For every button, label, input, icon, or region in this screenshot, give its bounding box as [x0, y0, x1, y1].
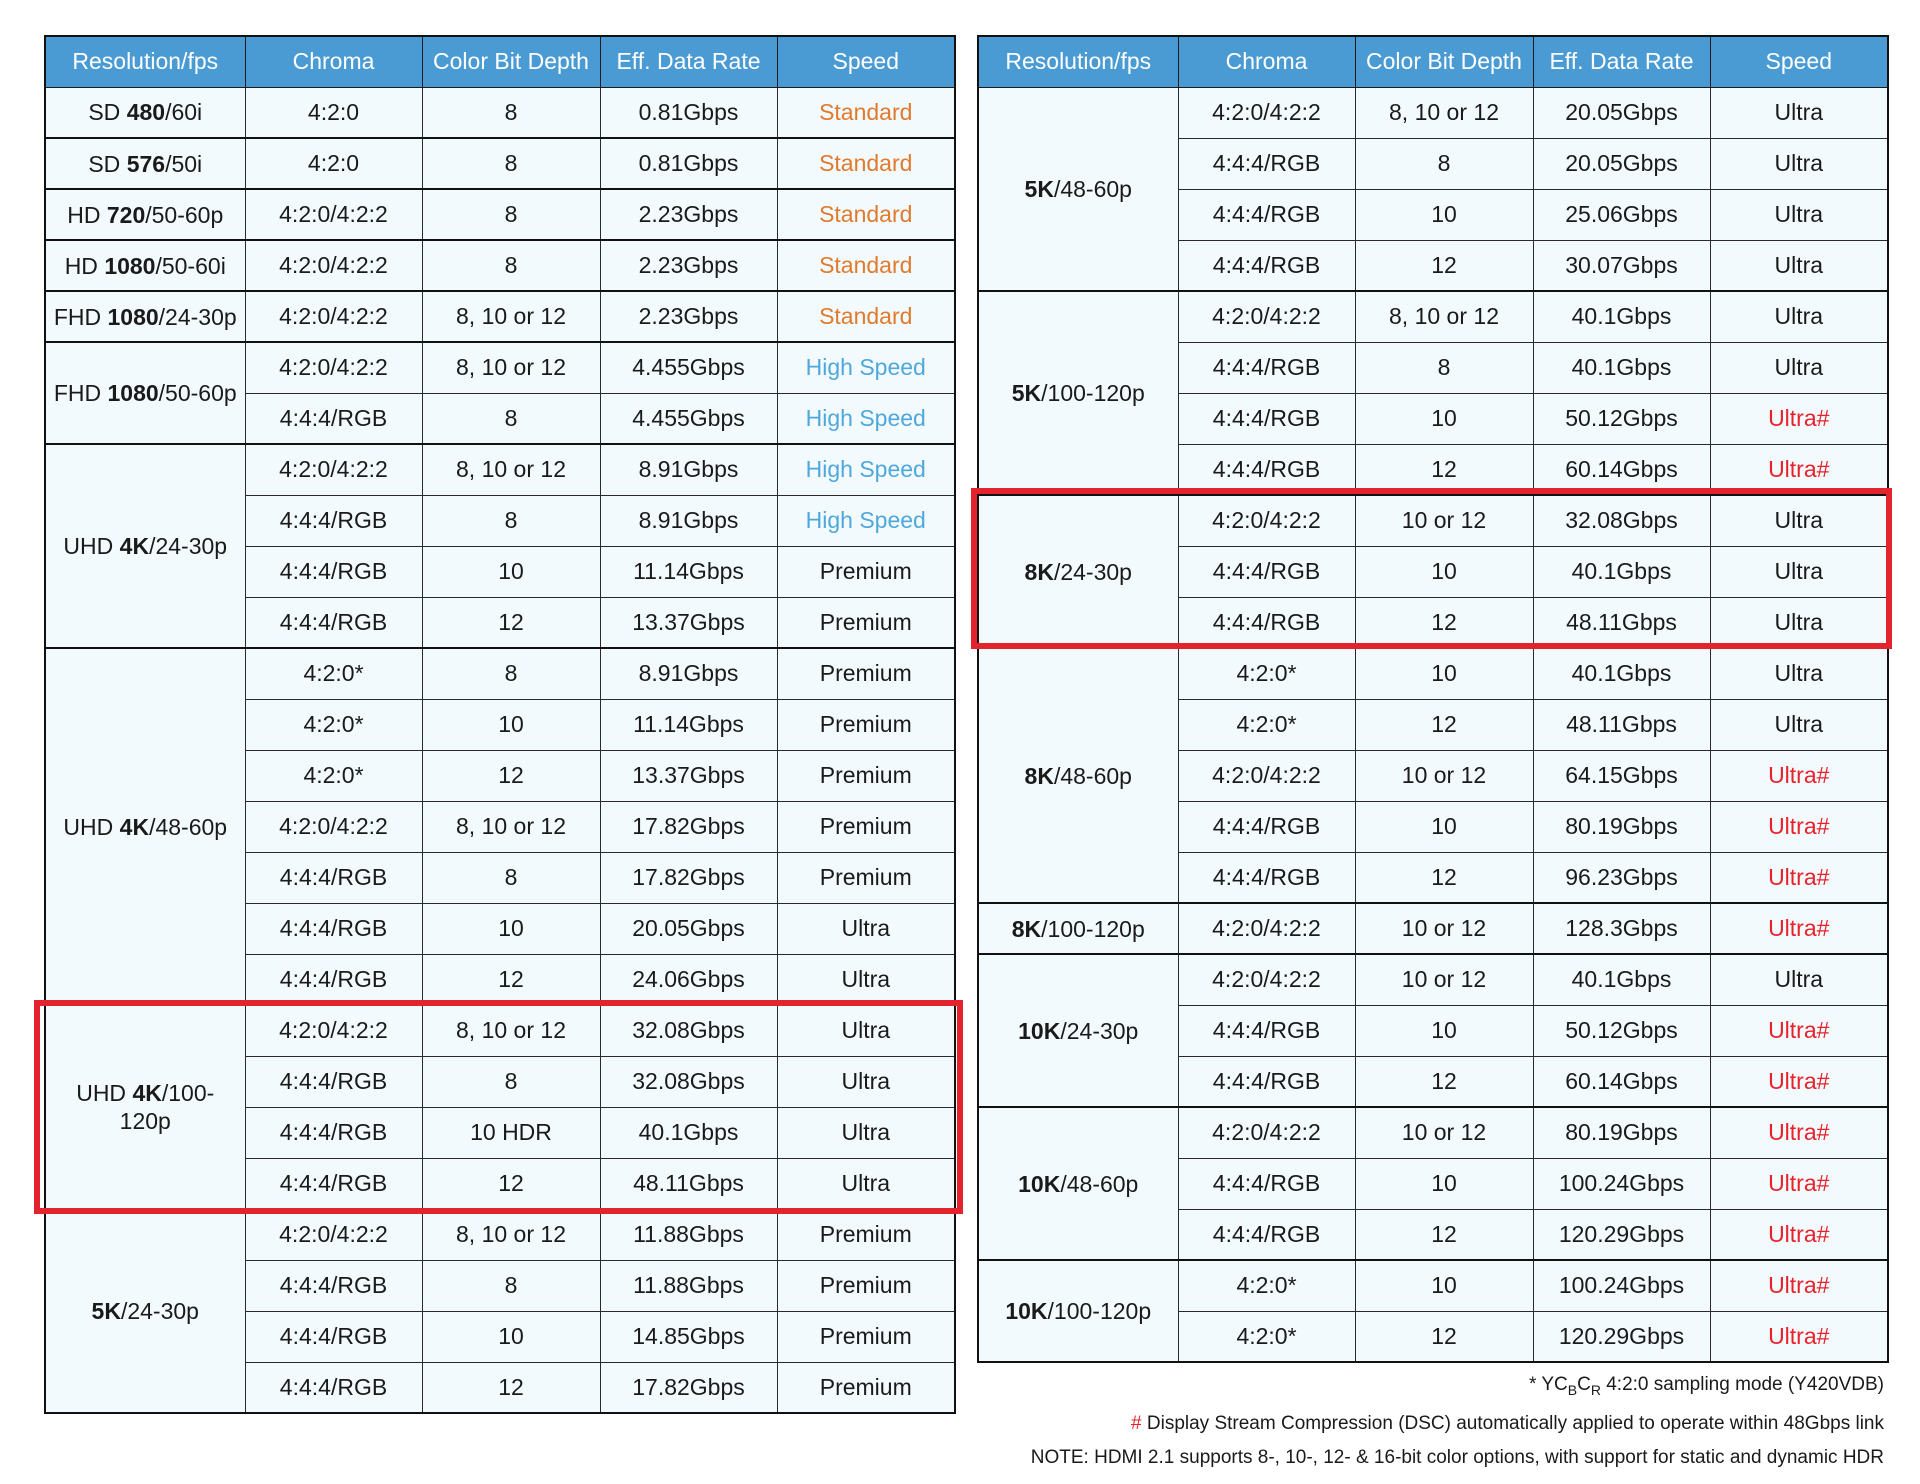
bit-depth-cell: 12	[1355, 444, 1533, 495]
hash-symbol: #	[1131, 1412, 1142, 1434]
data-rate-cell: 24.06Gbps	[600, 954, 777, 1005]
bit-depth-cell: 8	[422, 138, 600, 189]
resolution-cell: 5K/100-120p	[978, 291, 1178, 495]
chroma-cell: 4:4:4/RGB	[245, 1362, 422, 1413]
speed-cell: Premium	[777, 546, 955, 597]
bit-depth-cell: 8	[422, 189, 600, 240]
data-rate-cell: 17.82Gbps	[600, 1362, 777, 1413]
chroma-cell: 4:4:4/RGB	[1178, 852, 1355, 903]
data-rate-cell: 11.88Gbps	[600, 1209, 777, 1260]
table-row	[45, 444, 955, 495]
resolution-cell: UHD 4K/48-60p	[45, 648, 245, 1005]
chroma-cell: 4:2:0/4:2:2	[245, 189, 422, 240]
chroma-cell: 4:4:4/RGB	[1178, 444, 1355, 495]
chroma-cell: 4:2:0/4:2:2	[245, 240, 422, 291]
speed-cell: Ultra#	[1710, 903, 1888, 954]
speed-cell: Ultra	[1710, 699, 1888, 750]
bit-depth-cell: 12	[422, 954, 600, 1005]
bit-depth-cell: 10 HDR	[422, 1107, 600, 1158]
table-row	[45, 1005, 955, 1056]
chroma-cell: 4:4:4/RGB	[245, 546, 422, 597]
chroma-cell: 4:2:0/4:2:2	[245, 291, 422, 342]
resolution-cell: 8K/24-30p	[978, 495, 1178, 648]
data-rate-cell: 17.82Gbps	[600, 801, 777, 852]
speed-cell: Ultra#	[1710, 393, 1888, 444]
bit-depth-cell: 8	[422, 393, 600, 444]
table-row	[978, 87, 1888, 138]
speed-cell: High Speed	[777, 393, 955, 444]
data-rate-cell: 2.23Gbps	[600, 189, 777, 240]
speed-cell: Ultra	[1710, 342, 1888, 393]
speed-cell: Premium	[777, 597, 955, 648]
data-rate-cell: 128.3Gbps	[1533, 903, 1710, 954]
speed-cell: Ultra	[777, 903, 955, 954]
speed-cell: Ultra	[777, 1107, 955, 1158]
speed-cell: Ultra#	[1710, 1209, 1888, 1260]
data-rate-cell: 40.1Gbps	[1533, 342, 1710, 393]
chroma-cell: 4:2:0*	[1178, 699, 1355, 750]
chroma-cell: 4:4:4/RGB	[1178, 138, 1355, 189]
header-data-rate: Eff. Data Rate	[600, 36, 777, 87]
table-header-row	[45, 36, 955, 87]
chroma-cell: 4:2:0/4:2:2	[1178, 954, 1355, 1005]
bit-depth-cell: 8	[422, 1056, 600, 1107]
header-resolution: Resolution/fps	[978, 36, 1178, 87]
resolution-cell: HD 1080/50-60i	[45, 240, 245, 291]
speed-cell: Ultra	[1710, 189, 1888, 240]
chroma-cell: 4:4:4/RGB	[1178, 189, 1355, 240]
table-row	[978, 903, 1888, 954]
data-rate-cell: 4.455Gbps	[600, 393, 777, 444]
chroma-cell: 4:2:0/4:2:2	[1178, 291, 1355, 342]
data-rate-cell: 100.24Gbps	[1533, 1260, 1710, 1311]
speed-cell: Premium	[777, 1260, 955, 1311]
speed-cell: High Speed	[777, 444, 955, 495]
bit-depth-cell: 12	[1355, 597, 1533, 648]
speed-cell: Ultra#	[1710, 1005, 1888, 1056]
bit-depth-cell: 12	[1355, 1311, 1533, 1362]
data-rate-cell: 120.29Gbps	[1533, 1209, 1710, 1260]
chroma-cell: 4:4:4/RGB	[1178, 1209, 1355, 1260]
bit-depth-cell: 10	[1355, 648, 1533, 699]
bit-depth-cell: 12	[422, 1158, 600, 1209]
bit-depth-cell: 12	[422, 750, 600, 801]
speed-cell: Ultra	[1710, 597, 1888, 648]
data-rate-cell: 48.11Gbps	[1533, 699, 1710, 750]
bit-depth-cell: 10	[1355, 1260, 1533, 1311]
right-spec-table	[977, 35, 1889, 1363]
speed-cell: Ultra	[1710, 87, 1888, 138]
table-row	[45, 87, 955, 138]
speed-cell: Ultra	[1710, 954, 1888, 1005]
table-row	[978, 291, 1888, 342]
bit-depth-cell: 8	[422, 240, 600, 291]
speed-cell: Ultra#	[1710, 1107, 1888, 1158]
table-row	[978, 1107, 1888, 1158]
footnote-ycbcr: * $YC_BC_R$ 4:2:0 sampling mode (Y420VDB)	[1529, 1374, 1884, 1398]
chroma-cell: 4:2:0/4:2:2	[1178, 1107, 1355, 1158]
table-row	[45, 291, 955, 342]
chroma-cell: 4:4:4/RGB	[245, 903, 422, 954]
data-rate-cell: 50.12Gbps	[1533, 1005, 1710, 1056]
data-rate-cell: 17.82Gbps	[600, 852, 777, 903]
speed-cell: Ultra	[777, 1056, 955, 1107]
speed-cell: Premium	[777, 648, 955, 699]
data-rate-cell: 11.88Gbps	[600, 1260, 777, 1311]
bit-depth-cell: 8	[422, 648, 600, 699]
data-rate-cell: 0.81Gbps	[600, 87, 777, 138]
chroma-cell: 4:2:0*	[1178, 1311, 1355, 1362]
table-row	[45, 240, 955, 291]
bit-depth-cell: 10 or 12	[1355, 954, 1533, 1005]
bit-depth-cell: 10 or 12	[1355, 903, 1533, 954]
bit-depth-cell: 12	[422, 1362, 600, 1413]
chroma-cell: 4:2:0*	[1178, 1260, 1355, 1311]
bit-depth-cell: 10	[1355, 1005, 1533, 1056]
speed-cell: Ultra	[1710, 240, 1888, 291]
chroma-cell: 4:4:4/RGB	[245, 1158, 422, 1209]
chroma-cell: 4:4:4/RGB	[245, 495, 422, 546]
data-rate-cell: 11.14Gbps	[600, 699, 777, 750]
bit-depth-cell: 8	[422, 1260, 600, 1311]
bit-depth-cell: 8, 10 or 12	[1355, 87, 1533, 138]
chroma-cell: 4:4:4/RGB	[1178, 393, 1355, 444]
header-color-bit-depth: Color Bit Depth	[422, 36, 600, 87]
resolution-cell: 8K/48-60p	[978, 648, 1178, 903]
speed-cell: Standard	[777, 240, 955, 291]
header-speed: Speed	[1710, 36, 1888, 87]
speed-cell: Ultra	[1710, 291, 1888, 342]
chroma-cell: 4:4:4/RGB	[1178, 240, 1355, 291]
data-rate-cell: 60.14Gbps	[1533, 1056, 1710, 1107]
table-row	[45, 1209, 955, 1260]
resolution-cell: HD 720/50-60p	[45, 189, 245, 240]
resolution-cell: FHD 1080/24-30p	[45, 291, 245, 342]
data-rate-cell: 40.1Gbps	[1533, 648, 1710, 699]
table-header-row	[978, 36, 1888, 87]
speed-cell: Standard	[777, 189, 955, 240]
speed-cell: Ultra	[1710, 648, 1888, 699]
chroma-cell: 4:4:4/RGB	[1178, 546, 1355, 597]
bit-depth-cell: 10	[1355, 1158, 1533, 1209]
bit-depth-cell: 10 or 12	[1355, 1107, 1533, 1158]
bit-depth-cell: 8, 10 or 12	[422, 801, 600, 852]
chroma-cell: 4:4:4/RGB	[1178, 1158, 1355, 1209]
header-chroma: Chroma	[1178, 36, 1355, 87]
chroma-cell: 4:2:0/4:2:2	[1178, 495, 1355, 546]
bit-depth-cell: 12	[1355, 1209, 1533, 1260]
bit-depth-cell: 8, 10 or 12	[422, 1005, 600, 1056]
speed-cell: Standard	[777, 291, 955, 342]
chroma-cell: 4:2:0/4:2:2	[1178, 87, 1355, 138]
data-rate-cell: 30.07Gbps	[1533, 240, 1710, 291]
data-rate-cell: 8.91Gbps	[600, 444, 777, 495]
bit-depth-cell: 10	[1355, 546, 1533, 597]
speed-cell: Premium	[777, 1362, 955, 1413]
data-rate-cell: 25.06Gbps	[1533, 189, 1710, 240]
speed-cell: Ultra#	[1710, 1056, 1888, 1107]
speed-cell: Ultra#	[1710, 1260, 1888, 1311]
speed-cell: Ultra#	[1710, 1158, 1888, 1209]
speed-cell: Ultra#	[1710, 852, 1888, 903]
bit-depth-cell: 8, 10 or 12	[422, 444, 600, 495]
bit-depth-cell: 8	[422, 852, 600, 903]
data-rate-cell: 40.1Gbps	[1533, 954, 1710, 1005]
data-rate-cell: 100.24Gbps	[1533, 1158, 1710, 1209]
data-rate-cell: 0.81Gbps	[600, 138, 777, 189]
speed-cell: High Speed	[777, 495, 955, 546]
bit-depth-cell: 10	[422, 1311, 600, 1362]
speed-cell: Standard	[777, 87, 955, 138]
header-speed: Speed	[777, 36, 955, 87]
chroma-cell: 4:4:4/RGB	[245, 852, 422, 903]
speed-cell: Ultra#	[1710, 1311, 1888, 1362]
bit-depth-cell: 8	[1355, 138, 1533, 189]
bit-depth-cell: 12	[1355, 852, 1533, 903]
data-rate-cell: 20.05Gbps	[1533, 87, 1710, 138]
speed-cell: Premium	[777, 1311, 955, 1362]
resolution-cell: UHD 4K/100-120p	[45, 1005, 245, 1209]
data-rate-cell: 48.11Gbps	[600, 1158, 777, 1209]
data-rate-cell: 32.08Gbps	[600, 1056, 777, 1107]
bit-depth-cell: 8, 10 or 12	[1355, 291, 1533, 342]
speed-cell: Ultra	[777, 1005, 955, 1056]
resolution-cell: UHD 4K/24-30p	[45, 444, 245, 648]
footnote-hdmi-note: NOTE: HDMI 2.1 supports 8-, 10-, 12- & 16-bit color options, with support for static and dynamic HDR	[1030, 1446, 1884, 1468]
bit-depth-cell: 10 or 12	[1355, 750, 1533, 801]
bit-depth-cell: 10 or 12	[1355, 495, 1533, 546]
data-rate-cell: 13.37Gbps	[600, 597, 777, 648]
chroma-cell: 4:2:0/4:2:2	[245, 444, 422, 495]
bit-depth-cell: 8	[422, 87, 600, 138]
header-resolution: Resolution/fps	[45, 36, 245, 87]
bit-depth-cell: 8	[1355, 342, 1533, 393]
bit-depth-cell: 12	[1355, 1056, 1533, 1107]
speed-cell: Ultra	[777, 954, 955, 1005]
bit-depth-cell: 10	[422, 546, 600, 597]
data-rate-cell: 64.15Gbps	[1533, 750, 1710, 801]
data-rate-cell: 80.19Gbps	[1533, 1107, 1710, 1158]
data-rate-cell: 96.23Gbps	[1533, 852, 1710, 903]
chroma-cell: 4:4:4/RGB	[1178, 597, 1355, 648]
bit-depth-cell: 10	[1355, 801, 1533, 852]
speed-cell: Ultra#	[1710, 750, 1888, 801]
bit-depth-cell: 10	[422, 699, 600, 750]
bit-depth-cell: 8, 10 or 12	[422, 291, 600, 342]
data-rate-cell: 11.14Gbps	[600, 546, 777, 597]
speed-cell: Ultra#	[1710, 801, 1888, 852]
chroma-cell: 4:2:0	[245, 87, 422, 138]
speed-cell: Premium	[777, 750, 955, 801]
table-row	[45, 189, 955, 240]
data-rate-cell: 40.1Gbps	[1533, 291, 1710, 342]
data-rate-cell: 80.19Gbps	[1533, 801, 1710, 852]
bit-depth-cell: 10	[1355, 393, 1533, 444]
data-rate-cell: 32.08Gbps	[1533, 495, 1710, 546]
chroma-cell: 4:2:0*	[245, 648, 422, 699]
resolution-cell: FHD 1080/50-60p	[45, 342, 245, 444]
data-rate-cell: 50.12Gbps	[1533, 393, 1710, 444]
chroma-cell: 4:4:4/RGB	[1178, 1005, 1355, 1056]
chroma-cell: 4:4:4/RGB	[245, 1260, 422, 1311]
chroma-cell: 4:4:4/RGB	[245, 1311, 422, 1362]
speed-cell: Premium	[777, 1209, 955, 1260]
data-rate-cell: 2.23Gbps	[600, 240, 777, 291]
footnote-dsc: # Display Stream Compression (DSC) automatically applied to operate within 48Gbps link	[1131, 1412, 1884, 1434]
table-row	[978, 495, 1888, 546]
chroma-cell: 4:2:0/4:2:2	[245, 342, 422, 393]
table-row	[45, 648, 955, 699]
table-row	[978, 648, 1888, 699]
bit-depth-cell: 10	[1355, 189, 1533, 240]
speed-cell: Premium	[777, 699, 955, 750]
speed-cell: Ultra	[1710, 138, 1888, 189]
chroma-cell: 4:4:4/RGB	[245, 1107, 422, 1158]
resolution-cell: 5K/24-30p	[45, 1209, 245, 1413]
chroma-cell: 4:4:4/RGB	[1178, 342, 1355, 393]
chroma-cell: 4:4:4/RGB	[245, 1056, 422, 1107]
table-row	[978, 954, 1888, 1005]
chroma-cell: 4:2:0	[245, 138, 422, 189]
data-rate-cell: 8.91Gbps	[600, 495, 777, 546]
bit-depth-cell: 8	[422, 495, 600, 546]
table-row	[45, 342, 955, 393]
header-chroma: Chroma	[245, 36, 422, 87]
chroma-cell: 4:4:4/RGB	[245, 597, 422, 648]
bit-depth-cell: 10	[422, 903, 600, 954]
speed-cell: High Speed	[777, 342, 955, 393]
data-rate-cell: 48.11Gbps	[1533, 597, 1710, 648]
footnotes	[1031, 1368, 1884, 1475]
resolution-cell: 10K/100-120p	[978, 1260, 1178, 1362]
bit-depth-cell: 8, 10 or 12	[422, 1209, 600, 1260]
data-rate-cell: 120.29Gbps	[1533, 1311, 1710, 1362]
left-spec-table	[44, 35, 956, 1414]
chroma-cell: 4:4:4/RGB	[245, 393, 422, 444]
resolution-cell: 10K/24-30p	[978, 954, 1178, 1107]
bit-depth-cell: 12	[422, 597, 600, 648]
data-rate-cell: 20.05Gbps	[1533, 138, 1710, 189]
chroma-cell: 4:2:0/4:2:2	[1178, 903, 1355, 954]
data-rate-cell: 13.37Gbps	[600, 750, 777, 801]
chroma-cell: 4:4:4/RGB	[1178, 1056, 1355, 1107]
resolution-cell: 8K/100-120p	[978, 903, 1178, 954]
speed-cell: Premium	[777, 852, 955, 903]
chroma-cell: 4:4:4/RGB	[1178, 801, 1355, 852]
chroma-cell: 4:2:0/4:2:2	[1178, 750, 1355, 801]
speed-cell: Standard	[777, 138, 955, 189]
resolution-cell: SD 480/60i	[45, 87, 245, 138]
speed-cell: Ultra	[1710, 495, 1888, 546]
data-rate-cell: 8.91Gbps	[600, 648, 777, 699]
speed-cell: Ultra#	[1710, 444, 1888, 495]
bit-depth-cell: 8, 10 or 12	[422, 342, 600, 393]
data-rate-cell: 32.08Gbps	[600, 1005, 777, 1056]
data-rate-cell: 14.85Gbps	[600, 1311, 777, 1362]
table-row	[978, 1260, 1888, 1311]
chroma-cell: 4:2:0*	[245, 699, 422, 750]
resolution-cell: 5K/48-60p	[978, 87, 1178, 291]
data-rate-cell: 4.455Gbps	[600, 342, 777, 393]
data-rate-cell: 40.1Gbps	[1533, 546, 1710, 597]
header-color-bit-depth: Color Bit Depth	[1355, 36, 1533, 87]
speed-cell: Ultra	[1710, 546, 1888, 597]
chroma-cell: 4:4:4/RGB	[245, 954, 422, 1005]
bit-depth-cell: 12	[1355, 240, 1533, 291]
chroma-cell: 4:2:0/4:2:2	[245, 801, 422, 852]
chroma-cell: 4:2:0*	[1178, 648, 1355, 699]
data-rate-cell: 2.23Gbps	[600, 291, 777, 342]
data-rate-cell: 60.14Gbps	[1533, 444, 1710, 495]
table-row	[45, 138, 955, 189]
bit-depth-cell: 12	[1355, 699, 1533, 750]
chroma-cell: 4:2:0*	[245, 750, 422, 801]
header-data-rate: Eff. Data Rate	[1533, 36, 1710, 87]
chroma-cell: 4:2:0/4:2:2	[245, 1209, 422, 1260]
resolution-cell: SD 576/50i	[45, 138, 245, 189]
data-rate-cell: 20.05Gbps	[600, 903, 777, 954]
data-rate-cell: 40.1Gbps	[600, 1107, 777, 1158]
chroma-cell: 4:2:0/4:2:2	[245, 1005, 422, 1056]
speed-cell: Ultra	[777, 1158, 955, 1209]
resolution-cell: 10K/48-60p	[978, 1107, 1178, 1260]
speed-cell: Premium	[777, 801, 955, 852]
